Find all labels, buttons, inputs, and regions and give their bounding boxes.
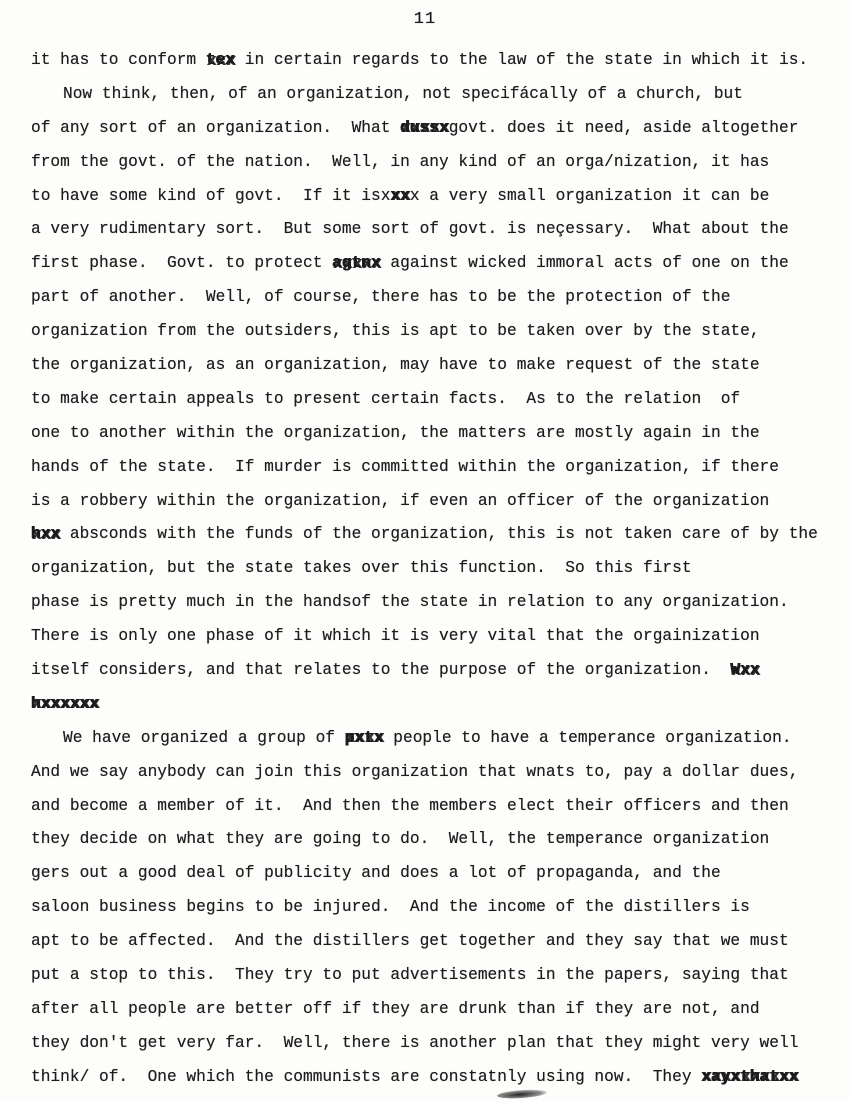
text-segment: Now think, then, of an organization, not specifácally of a church, but: [63, 84, 743, 103]
text-line: [31, 857, 842, 891]
text-segment: in certain regards to the law of the state in which it is.: [235, 51, 809, 69]
text-segment: against wicked immoral acts of one on the: [380, 254, 789, 273]
text-segment: and become a member of it. And then the members elect their officers and then: [31, 796, 789, 815]
text-line: [31, 349, 842, 383]
text-line: [31, 315, 842, 349]
text-line: [31, 891, 842, 925]
text-line: [31, 654, 842, 688]
text-segment: There is only one phase of it which it is very vital that the orgainization: [31, 627, 760, 646]
text-line: [31, 146, 842, 180]
struck-out-text: hxxxxxx xxxxxxx: [31, 688, 99, 722]
text-line: [31, 247, 842, 281]
text-segment: hands of the state. If murder is committed within the organization, if there: [31, 457, 779, 476]
text-segment: it has to conform: [31, 51, 206, 69]
text-segment: they decide on what they are going to do. Well, the temperance organization: [31, 830, 770, 849]
text-line: [31, 112, 842, 146]
struck-out-text: pxtx xxxx: [345, 722, 384, 756]
text-line: [31, 823, 842, 857]
text-segment: one to another within the organization, the matters are mostly again in the: [31, 423, 760, 442]
text-segment: organization from the outsiders, this is apt to be taken over by the state,: [31, 322, 760, 341]
struck-out-text: dussx xxxxx: [400, 112, 449, 146]
text-line: [31, 620, 842, 654]
text-line: [31, 518, 842, 552]
text-segment: phase is pretty much in the handsof the state in relation to any organization.: [31, 593, 789, 612]
text-segment: x a very small organization it can be: [409, 186, 770, 205]
text-line: [31, 383, 842, 417]
text-segment: is a robbery within the organization, if even an officer of the organization: [31, 491, 770, 510]
struck-out-text: hxx xxx: [31, 518, 60, 552]
text-segment: a very rudimentary sort. But some sort of govt. is neçessary. What about the: [31, 220, 789, 239]
text-segment: gers out a good deal of publicity and does a lot of propaganda, and the: [31, 864, 721, 883]
text-segment: apt to be affected. And the distillers get together and they say that we must: [31, 932, 789, 951]
text-line: [31, 722, 842, 756]
text-segment: to make certain appeals to present certain facts. As to the relation of: [31, 389, 741, 408]
text-line: [31, 451, 842, 485]
struck-out-text: Wxx xxx: [730, 654, 759, 688]
text-segment: to have some kind of govt. If it isx: [31, 186, 391, 205]
text-line: [31, 959, 842, 993]
text-line: [31, 993, 842, 1027]
text-segment: organization, but the state takes over this function. So this first: [31, 559, 692, 578]
text-line: [31, 417, 842, 451]
text-segment: of any sort of an organization. What: [31, 118, 401, 137]
text-line: [31, 281, 842, 315]
struck-out-text: agtnx xxxxx: [332, 247, 381, 281]
text-segment: after all people are better off if they are drunk than if they are not, and: [31, 999, 760, 1018]
text-line: [31, 78, 842, 112]
text-line: [31, 180, 842, 214]
text-segment: itself considers, and that relates to the purpose of the organization.: [31, 661, 731, 680]
text-segment: absconds with the funds of the organization, this is not taken care of by the: [60, 525, 818, 544]
text-line: [31, 552, 842, 586]
text-segment: We have organized a group of: [63, 728, 345, 747]
text-segment: they don't get very far. Well, there is another plan that they might very well: [31, 1033, 799, 1052]
text-line: [31, 485, 842, 519]
text-line: [31, 925, 842, 959]
struck-out-text: tex xxx: [206, 44, 235, 78]
text-segment: first phase. Govt. to protect: [31, 254, 333, 273]
text-segment: saloon business begins to be injured. And the income of the distillers is: [31, 898, 750, 917]
text-line: [31, 756, 842, 790]
text-line: [31, 586, 842, 620]
text-line: [31, 1027, 842, 1061]
text-line: [31, 213, 842, 247]
text-segment: And we say anybody can join this organization that wnats to, pay a dollar dues,: [31, 762, 799, 781]
text-line: [31, 44, 842, 78]
text-segment: people to have a temperance organization.: [383, 728, 792, 747]
text-line: [31, 688, 842, 722]
struck-out-text: xx xx: [390, 180, 409, 214]
struck-out-text: xayxthatxx xxxxxxxxxx: [701, 1061, 798, 1095]
page-number: 11: [413, 10, 437, 29]
text-segment: from the govt. of the nation. Well, in any kind of an orga/nization, it has: [31, 152, 770, 171]
text-segment: part of another. Well, of course, there has to be the protection of the: [31, 288, 731, 307]
text-segment: the organization, as an organization, may have to make request of the state: [31, 356, 760, 375]
text-line: [31, 1061, 842, 1095]
text-segment: think/ of. One which the communists are constatnly using now. They: [31, 1067, 702, 1086]
text-segment: govt. does it need, aside altogether: [448, 118, 799, 137]
text-segment: put a stop to this. They try to put advertisements in the papers, saying that: [31, 966, 789, 985]
text-body: [31, 44, 842, 1095]
text-line: [31, 790, 842, 824]
